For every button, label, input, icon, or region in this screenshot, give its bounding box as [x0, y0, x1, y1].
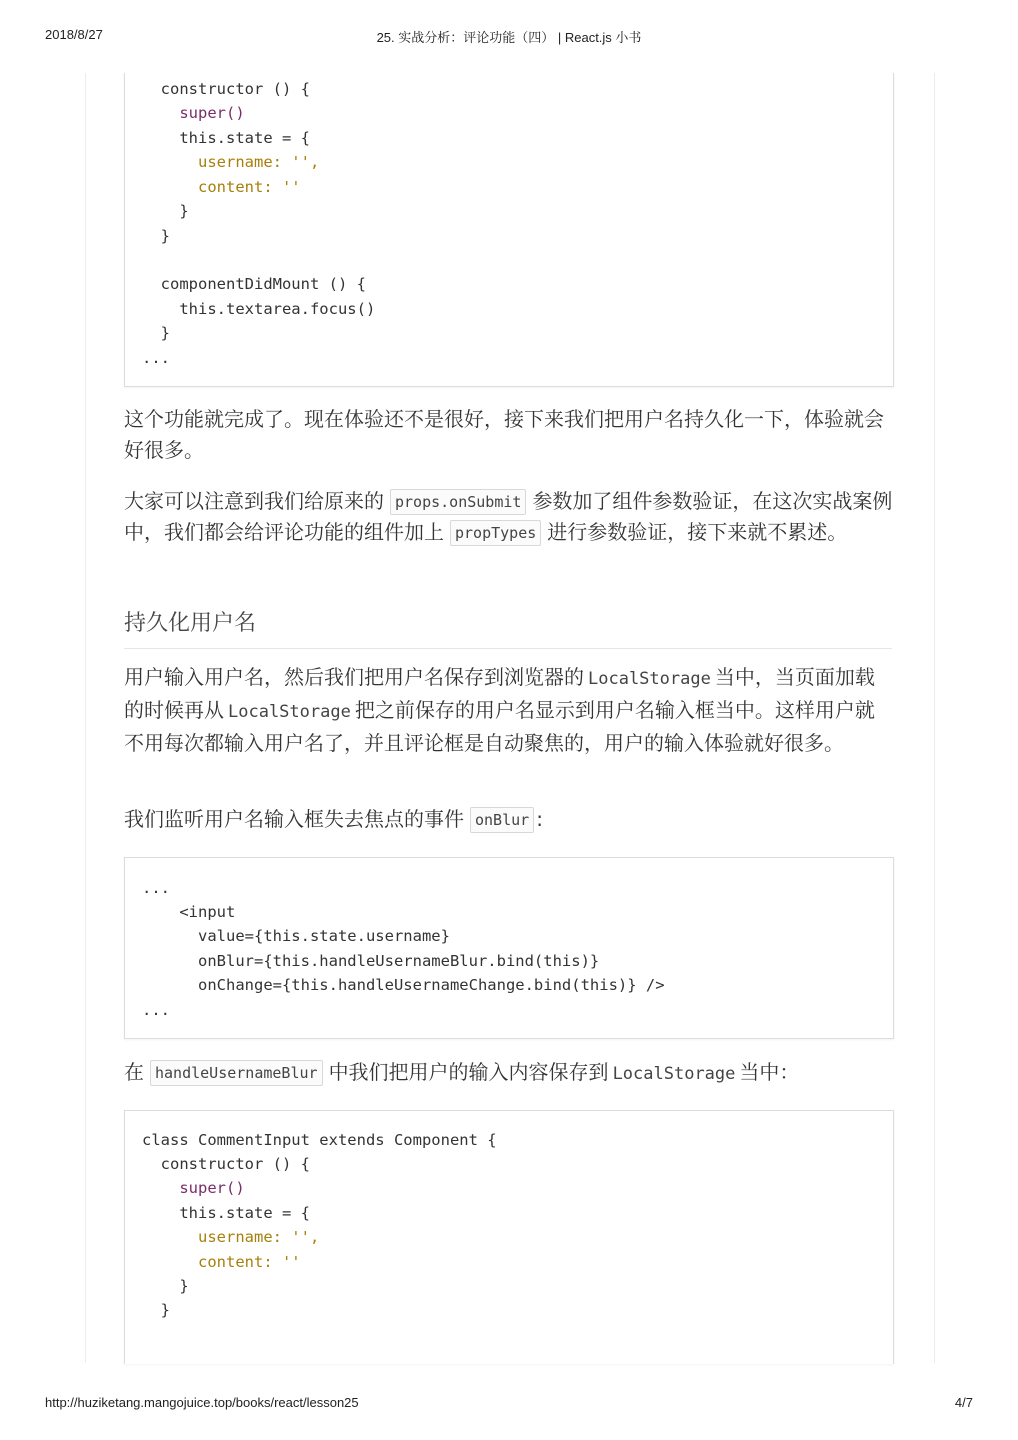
code-block-constructor — [124, 73, 894, 387]
code-text: content: '' — [142, 1253, 301, 1271]
code-text: onChange={this.handleUsernameChange.bind(this)} /> — [142, 976, 665, 994]
code-text: content: '' — [142, 178, 301, 196]
code-line — [142, 126, 310, 151]
code-text: class CommentInput extends Component { — [142, 1131, 497, 1149]
code-text: <input — [142, 903, 236, 921]
code-text: } — [142, 227, 170, 245]
code-line — [142, 973, 665, 998]
paragraph-handle-blur — [124, 1057, 894, 1090]
paragraph-text: 进行参数验证，接下来就不累述。 — [547, 520, 848, 544]
inline-code-onblur: onBlur — [470, 807, 534, 833]
code-line — [142, 297, 375, 322]
code-line — [142, 949, 599, 974]
print-page-number: 4/7 — [954, 1395, 973, 1410]
code-line — [142, 1274, 189, 1299]
inline-code-localstorage: LocalStorage — [228, 702, 351, 722]
print-header — [0, 27, 1018, 47]
code-line — [142, 998, 170, 1023]
paragraph-text: 参数加了组件参数验证，在这次实战案例中，我们都会给评论功能的组件加上 — [124, 489, 893, 544]
inline-code-localstorage: LocalStorage — [588, 669, 711, 689]
inline-code-props-onsubmit: props.onSubmit — [390, 489, 526, 515]
code-text: ... — [142, 879, 170, 897]
code-line — [142, 150, 319, 175]
code-line — [142, 346, 170, 371]
code-text: } — [142, 324, 170, 342]
inline-code-localstorage: LocalStorage — [612, 1064, 736, 1084]
print-footer — [0, 1395, 1018, 1415]
paragraph-prop-validation — [124, 486, 894, 548]
code-text: componentDidMount () { — [142, 275, 366, 293]
code-block-input-onblur — [124, 857, 894, 1039]
code-text: } — [142, 202, 189, 220]
code-line — [142, 1152, 310, 1177]
code-line — [142, 175, 301, 200]
code-line — [142, 272, 366, 297]
code-text: constructor () { — [142, 1155, 310, 1173]
code-line — [142, 924, 450, 949]
print-url: http://huziketang.mangojuice.top/books/react/lesson25 — [45, 1395, 359, 1410]
code-line — [142, 321, 170, 346]
code-line — [142, 101, 245, 126]
code-text: } — [142, 1301, 170, 1319]
paragraph-text: 中我们把用户的输入内容保存到 — [328, 1060, 609, 1084]
paragraph-feature-done — [124, 404, 894, 466]
code-line — [142, 900, 235, 925]
code-text: value={this.state.username} — [142, 927, 450, 945]
section-heading: 持久化用户名 — [124, 608, 892, 649]
code-text: super() — [142, 104, 245, 122]
code-text: } — [142, 1277, 189, 1295]
code-line — [142, 77, 310, 102]
inline-code-handleusernameblur: handleUsernameBlur — [150, 1060, 323, 1086]
code-text: ... — [142, 349, 170, 367]
code-line — [142, 1298, 170, 1323]
code-line — [142, 224, 170, 249]
paragraph-text: 我们监听用户名输入框失去焦点的事件 — [124, 807, 464, 831]
paragraph-localstorage — [124, 662, 894, 759]
paragraph-text: 当中，当页面加载的时候再从 — [124, 665, 875, 722]
code-line — [142, 1225, 319, 1250]
paragraph-text: 当中： — [739, 1060, 800, 1084]
code-text: username: '', — [142, 153, 320, 171]
code-text: username: '', — [142, 1228, 320, 1246]
paragraph-text: 用户输入用户名，然后我们把用户名保存到浏览器的 — [124, 665, 584, 689]
code-text: super() — [142, 1179, 245, 1197]
code-line — [142, 1128, 497, 1153]
inline-code-proptypes: propTypes — [450, 520, 541, 546]
code-text: ... — [142, 1001, 170, 1019]
code-text: onBlur={this.handleUsernameBlur.bind(this)} — [142, 952, 600, 970]
print-title: 25. 实战分析：评论功能（四） | React.js 小书 — [376, 30, 642, 45]
code-line — [142, 1201, 310, 1226]
paragraph-text: 这个功能就完成了。现在体验还不是很好，接下来我们把用户名持久化一下，体验就会好很多。 — [124, 407, 884, 462]
code-line — [142, 1250, 301, 1275]
print-date: 2018/8/27 — [45, 27, 103, 42]
code-line — [142, 876, 170, 901]
paragraph-text: 大家可以注意到我们给原来的 — [124, 489, 384, 513]
paragraph-onblur — [124, 804, 894, 835]
paragraph-text: 在 — [124, 1060, 144, 1084]
code-block-comment-input — [124, 1110, 894, 1364]
paragraph-text: 把之前保存的用户名显示到用户名输入框当中。这样用户就不用每次都输入用户名了，并且评论框是自动聚焦的，用户的输入体验就好很多。 — [124, 698, 875, 755]
paragraph-text: : — [536, 807, 543, 831]
code-text: this.state = { — [142, 1204, 310, 1222]
code-line — [142, 1176, 245, 1201]
code-text: this.state = { — [142, 129, 310, 147]
code-text: constructor () { — [142, 80, 310, 98]
code-text: this.textarea.focus() — [142, 300, 376, 318]
code-line — [142, 199, 189, 224]
